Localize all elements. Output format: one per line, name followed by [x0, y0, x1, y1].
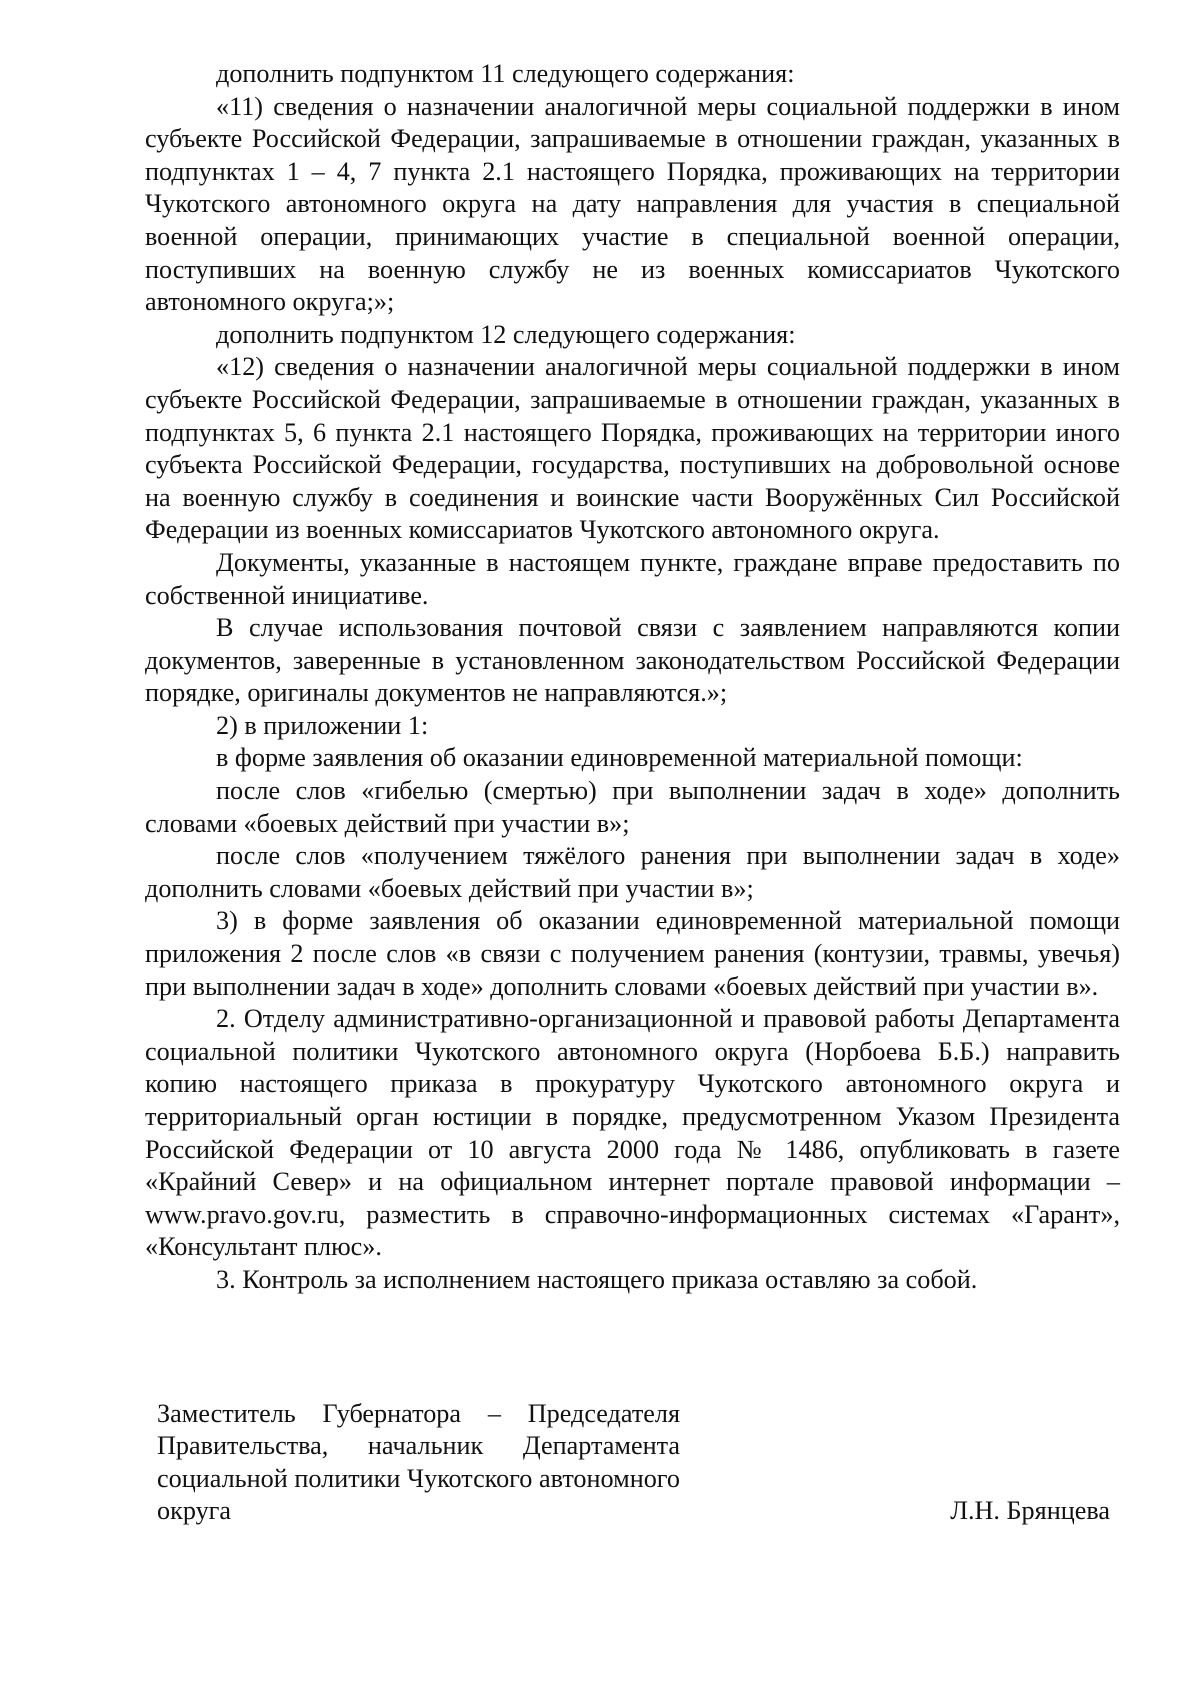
paragraph-after-injury-words: после слов «получением тяжёлого ранения при выполнении задач в ходе» дополнить словами «боевых действий при участии в»; — [145, 841, 1120, 903]
paragraph-after-death-words: после слов «гибелью (смертью) при выполнении задач в ходе» дополнить словами «боевых действий при участии в»; — [145, 776, 1120, 838]
paragraph-subitem-12: «12) сведения о назначении аналогичной меры социальной поддержки в ином субъекте Российской Федерации, запрашиваемые в отношении граждан, указанных в подпунктах 5, 6 пункта 2.1 настоящего Порядка, проживающих на территории иного субъекта Российской Федерации, государства, поступивших на добровольной основе на военную службу в соединения и воинские части Вооружённых Сил Российской Федерации из военных комиссариатов Чукотского автономного округа. — [145, 352, 1120, 545]
paragraph-item-2: 2. Отделу административно-организационной и правовой работы Департамента социальной политики Чукотского автономного округа (Норбоева Б.Б.) направить копию настоящего приказа в прокуратуру Чукотского автономного округа и территориальный орган юстиции в порядке, предусмотренном Указом Президента Российской Федерации от 10 августа 2000 года № 1486, опубликовать в газете «Крайний Север» и на официальном интернет портале правовой информации – www.pravo.gov.ru, разместить в справочно-информационных системах «Гарант», «Консультант плюс». — [145, 1004, 1120, 1262]
paragraph-item-3: 3. Контроль за исполнением настоящего приказа оставляю за собой. — [216, 1264, 978, 1294]
paragraph-subitem-11: «11) сведения о назначении аналогичной меры социальной поддержки в ином субъекте Российской Федерации, запрашиваемые в отношении граждан, указанных в подпунктах 1 – 4, 7 пункта 2.1 настоящего Порядка, проживающих на территории Чукотского автономного округа на дату направления для участия в специальной военной операции, принимающих участие в специальной военной операции, поступивших на военную службу не из военных комиссариатов Чукотского автономного округа;»; — [145, 91, 1120, 317]
signatory-title: Заместитель Губернатора – Председателя Правительства, начальник Департамента социальной политики Чукотского автономного округа — [157, 1399, 680, 1526]
signatory-name: Л.Н. Брянцева — [950, 1496, 1110, 1525]
paragraph-appendix-2: 3) в форме заявления об оказании единовременной материальной помощи приложения 2 после слов «в связи с получением ранения (контузии, травмы, увечья) при выполнении задач в ходе» дополнить словами «боевых действий при участии в». — [145, 906, 1120, 1001]
document-body — [145, 58, 1120, 1297]
paragraph-documents-initiative: Документы, указанные в настоящем пункте, граждане вправе предоставить по собственной инициативе. — [145, 547, 1120, 610]
paragraph-form-application: в форме заявления об оказании единовременной материальной помощи: — [216, 743, 1023, 773]
paragraph-appendix-1: 2) в приложении 1: — [216, 710, 429, 740]
paragraph-postal-copies: В случае использования почтовой связи с заявлением направляются копии документов, заверенные в установленном законодательством Российской Федерации порядке, оригиналы документов не направляются.»; — [145, 613, 1120, 708]
paragraph-add-subitem-12: дополнить подпунктом 12 следующего содержания: — [216, 319, 796, 349]
paragraph-add-subitem-11: дополнить подпунктом 11 следующего содержания: — [216, 59, 795, 88]
